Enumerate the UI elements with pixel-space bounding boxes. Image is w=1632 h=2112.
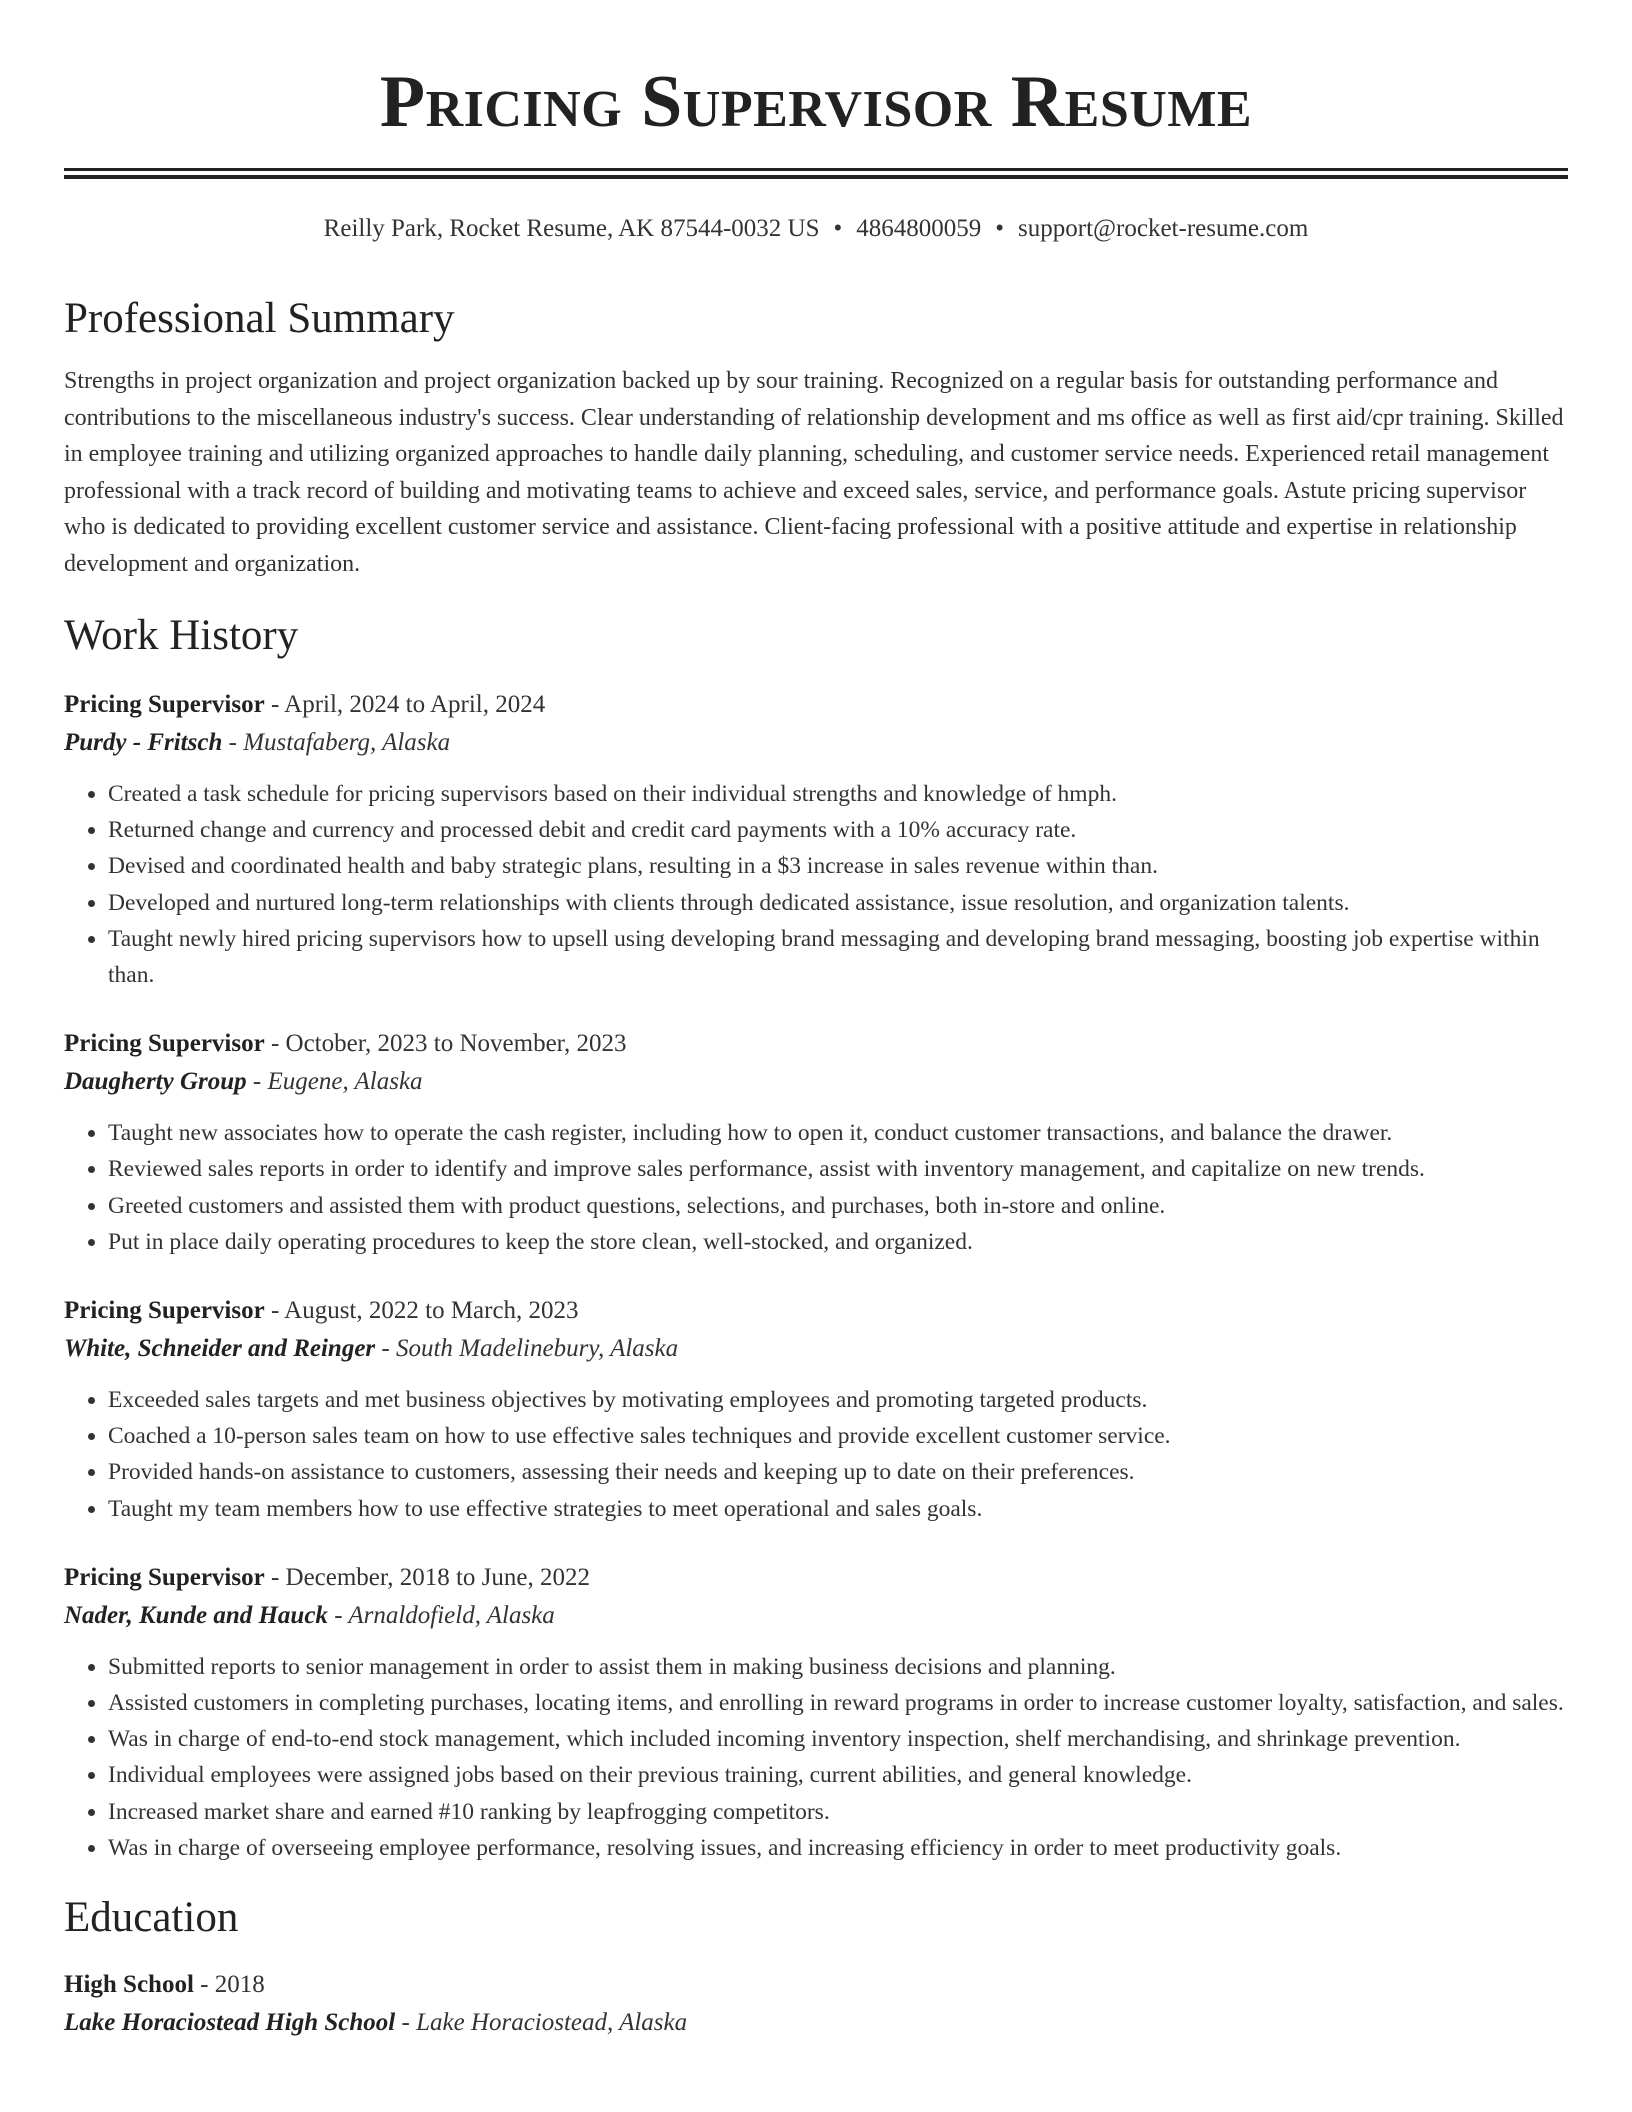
work-history-heading: Work History (64, 612, 299, 659)
employer-location: South Madelinebury, Alaska (395, 1335, 679, 1363)
summary-text: Strengths in project organization and project organization backed up by sour training. Recognized on a regular basis for outstanding performance and contributions to the miscellaneous industry's success. Clear understanding of relationship development and ms office as well as first aid/cpr training. Skilled in employee training and utilizing organized approaches to handle daily planning, scheduling, and customer service needs. Experienced retail management professional with a track record of building and motivating teams to achieve and exceed sales, service, and performance goals. Astute pricing supervisor who is dedicated to providing excellent customer service and assistance. Client-facing professional with a positive attitude and expertise in relationship development and organization. (64, 368, 1564, 577)
job-bullet: • Provided hands-on assistance to customers, assessing their needs and keeping up to date on their preferences. (108, 1454, 1568, 1490)
job-entry (64, 686, 1568, 993)
job-bullet: • Exceeded sales targets and met business objectives by motivating employees and promoting targeted products. (108, 1382, 1568, 1418)
contact-phone: 4864800059 (856, 215, 982, 242)
contact-line (64, 213, 1568, 245)
degree-dash: - (193, 1971, 215, 1999)
employer-location: Eugene, Alaska (267, 1068, 423, 1096)
employer-location: Mustafaberg, Alaska (243, 729, 451, 756)
job-bullets (64, 1649, 1568, 1866)
job-bullets (64, 1382, 1568, 1527)
contact-address: Reilly Park, Rocket Resume, AK 87544-0032 US (323, 215, 820, 242)
job-bullet: • Assisted customers in completing purchases, locating items, and enrolling in reward programs in order to increase customer loyalty, satisfaction, and sales. (108, 1685, 1568, 1721)
job-entry (64, 1292, 1568, 1527)
job-bullet: • Coached a 10-person sales team on how to use effective sales techniques and provide excellent customer service. (108, 1418, 1568, 1454)
job-bullet: • Developed and nurtured long-term relationships with clients through dedicated assistance, issue resolution, and organization talents. (108, 885, 1568, 921)
job-dash: - (264, 1563, 286, 1591)
job-bullet: • Increased market share and earned #10 ranking by leapfrogging competitors. (108, 1794, 1568, 1830)
employer-dash: - (327, 1601, 349, 1629)
job-bullet: • Was in charge of end-to-end stock management, which included incoming inventory inspection, shelf merchandising, and shrinkage prevention. (108, 1721, 1568, 1757)
degree: High School (64, 1971, 194, 1999)
summary-heading: Professional Summary (64, 295, 455, 342)
contact-separator: • (833, 215, 843, 242)
job-bullets (64, 1115, 1568, 1260)
contact-separator: • (995, 215, 1005, 242)
job-bullet: • Reviewed sales reports in order to identify and improve sales performance, assist with inventory management, and capitalize on new trends. (108, 1151, 1568, 1187)
employer-dash: - (222, 729, 244, 756)
job-bullet: • Taught newly hired pricing supervisors how to upsell using developing brand messaging and developing brand messaging, boosting job expertise within than. (108, 921, 1568, 993)
title-double-rule (64, 168, 1568, 179)
contact-email: support@rocket-resume.com (1018, 215, 1309, 242)
school-location: Lake Horaciostead, Alaska (416, 2009, 688, 2037)
education-heading: Education (64, 1894, 239, 1942)
job-dash: - (264, 1030, 286, 1058)
education-entry (64, 1966, 1568, 2042)
job-bullet: • Individual employees were assigned jobs based on their previous training, current abilities, and general knowledge. (108, 1757, 1568, 1793)
job-title: Pricing Supervisor (64, 1030, 265, 1058)
job-title-line (64, 1559, 1568, 1597)
job-title: Pricing Supervisor (64, 1297, 265, 1325)
job-title: Pricing Supervisor (64, 1563, 265, 1591)
employer-name: White, Schneider and Reinger (64, 1335, 376, 1363)
job-bullet: • Submitted reports to senior management in order to assist them in making business decisions and planning. (108, 1649, 1568, 1685)
employer-line (64, 724, 1568, 762)
job-bullet: • Created a task schedule for pricing supervisors based on their individual strengths and knowledge of hmph. (108, 776, 1568, 812)
job-bullet: • Returned change and currency and processed debit and credit card payments with a 10% accuracy rate. (108, 812, 1568, 848)
job-bullet: • Was in charge of overseeing employee performance, resolving issues, and increasing efficiency in order to meet productivity goals. (108, 1830, 1568, 1866)
job-bullet: • Put in place daily operating procedures to keep the store clean, well-stocked, and organized. (108, 1224, 1568, 1260)
job-dates: October, 2023 to November, 2023 (285, 1030, 627, 1058)
employer-line (64, 1063, 1568, 1101)
school-name: Lake Horaciostead High School (64, 2009, 396, 2037)
employer-line (64, 1330, 1568, 1368)
job-title-line (64, 1292, 1568, 1330)
school-dash: - (395, 2009, 417, 2037)
employer-dash: - (246, 1068, 268, 1096)
job-entry (64, 1025, 1568, 1260)
job-bullet: • Taught new associates how to operate the cash register, including how to open it, conduct customer transactions, and balance the drawer. (108, 1115, 1568, 1151)
job-bullet: • Greeted customers and assisted them with product questions, selections, and purchases, both in-store and online. (108, 1188, 1568, 1224)
job-dash: - (264, 1297, 285, 1325)
school-line (64, 2004, 1568, 2042)
job-bullet: • Devised and coordinated health and baby strategic plans, resulting in a $3 increase in sales revenue within than. (108, 848, 1568, 884)
employer-name: Daugherty Group (64, 1068, 247, 1096)
graduation-year: 2018 (214, 1971, 265, 1999)
job-dates: April, 2024 to April, 2024 (284, 691, 546, 718)
job-dates: August, 2022 to March, 2023 (284, 1297, 579, 1325)
job-title: Pricing Supervisor (64, 691, 265, 718)
job-entry (64, 1559, 1568, 1866)
job-bullets (64, 776, 1568, 993)
job-dash: - (264, 691, 285, 718)
job-bullet: • Taught my team members how to use effective strategies to meet operational and sales goals. (108, 1491, 1568, 1527)
job-dates: December, 2018 to June, 2022 (285, 1563, 590, 1591)
employer-name: Nader, Kunde and Hauck (64, 1601, 328, 1629)
resume-title: Pricing Supervisor Resume (379, 61, 1253, 143)
job-title-line (64, 1025, 1568, 1063)
employer-dash: - (375, 1335, 396, 1363)
degree-line (64, 1966, 1568, 2004)
job-title-line (64, 686, 1568, 724)
employer-location: Arnaldofield, Alaska (348, 1601, 555, 1629)
employer-line (64, 1597, 1568, 1635)
employer-name: Purdy - Fritsch (64, 729, 223, 756)
